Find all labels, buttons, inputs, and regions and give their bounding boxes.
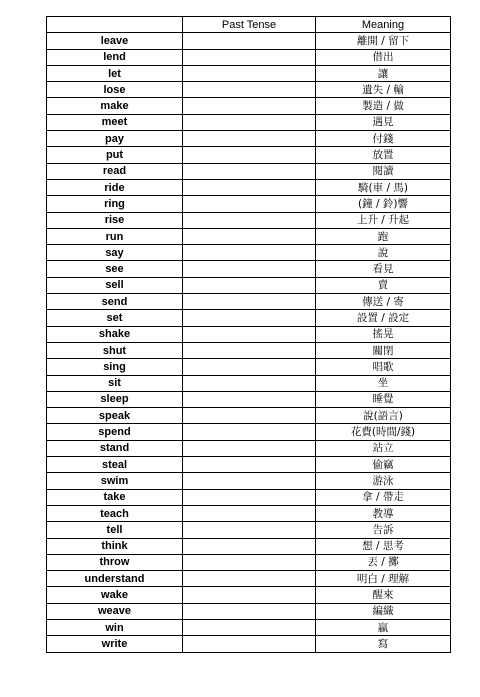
- past-tense-cell[interactable]: [183, 554, 316, 570]
- verb-cell: set: [47, 310, 183, 326]
- table-row: [47, 342, 451, 358]
- meaning-cell: 編織: [316, 603, 451, 619]
- meaning-cell: 騎(車 / 馬): [316, 179, 451, 195]
- worksheet: [46, 16, 451, 653]
- verb-cell: wake: [47, 587, 183, 603]
- past-tense-cell[interactable]: [183, 457, 316, 473]
- meaning-cell: 離開 / 留下: [316, 33, 451, 49]
- table-row: [47, 473, 451, 489]
- past-tense-cell[interactable]: [183, 196, 316, 212]
- verb-cell: take: [47, 489, 183, 505]
- past-tense-cell[interactable]: [183, 505, 316, 521]
- past-tense-cell[interactable]: [183, 245, 316, 261]
- past-tense-cell[interactable]: [183, 636, 316, 652]
- past-tense-cell[interactable]: [183, 408, 316, 424]
- meaning-cell: 傳送 / 寄: [316, 294, 451, 310]
- past-tense-cell[interactable]: [183, 163, 316, 179]
- meaning-cell: 遺失 / 輸: [316, 82, 451, 98]
- header-past-tense: Past Tense: [183, 17, 316, 33]
- table-row: [47, 131, 451, 147]
- verb-cell: weave: [47, 603, 183, 619]
- past-tense-cell[interactable]: [183, 619, 316, 635]
- verb-cell: swim: [47, 473, 183, 489]
- table-row: [47, 326, 451, 342]
- past-tense-cell[interactable]: [183, 603, 316, 619]
- header-meaning: Meaning: [316, 17, 451, 33]
- meaning-cell: 看見: [316, 261, 451, 277]
- verb-cell: leave: [47, 33, 183, 49]
- verb-cell: steal: [47, 457, 183, 473]
- header-verb: [47, 17, 183, 33]
- verb-cell: let: [47, 65, 183, 81]
- past-tense-cell[interactable]: [183, 473, 316, 489]
- table-row: [47, 587, 451, 603]
- verb-cell: understand: [47, 571, 183, 587]
- verb-cell: throw: [47, 554, 183, 570]
- meaning-cell: 告訴: [316, 522, 451, 538]
- past-tense-cell[interactable]: [183, 424, 316, 440]
- past-tense-cell[interactable]: [183, 538, 316, 554]
- meaning-cell: 教導: [316, 505, 451, 521]
- meaning-cell: 想 / 思考: [316, 538, 451, 554]
- verb-cell: teach: [47, 505, 183, 521]
- meaning-cell: 花費(時間/錢): [316, 424, 451, 440]
- past-tense-cell[interactable]: [183, 82, 316, 98]
- table-row: [47, 82, 451, 98]
- verb-cell: put: [47, 147, 183, 163]
- verb-cell: ride: [47, 179, 183, 195]
- table-row: [47, 245, 451, 261]
- meaning-cell: 搖晃: [316, 326, 451, 342]
- table-row: [47, 114, 451, 130]
- meaning-cell: 放置: [316, 147, 451, 163]
- meaning-cell: 關閉: [316, 342, 451, 358]
- table-row: [47, 65, 451, 81]
- verb-cell: lose: [47, 82, 183, 98]
- table-row: [47, 196, 451, 212]
- meaning-cell: 睡覺: [316, 391, 451, 407]
- verb-cell: pay: [47, 131, 183, 147]
- verb-cell: stand: [47, 440, 183, 456]
- past-tense-cell[interactable]: [183, 179, 316, 195]
- past-tense-cell[interactable]: [183, 228, 316, 244]
- table-row: [47, 163, 451, 179]
- meaning-cell: 閱讀: [316, 163, 451, 179]
- table-row: [47, 33, 451, 49]
- meaning-cell: 贏: [316, 619, 451, 635]
- table-row: [47, 228, 451, 244]
- table-row: [47, 538, 451, 554]
- meaning-cell: 說: [316, 245, 451, 261]
- past-tense-cell[interactable]: [183, 294, 316, 310]
- table-row: [47, 49, 451, 65]
- table-row: [47, 571, 451, 587]
- verb-cell: see: [47, 261, 183, 277]
- meaning-cell: 遇見: [316, 114, 451, 130]
- verb-cell: spend: [47, 424, 183, 440]
- header-row: [47, 17, 451, 33]
- meaning-cell: 付錢: [316, 131, 451, 147]
- table-row: [47, 554, 451, 570]
- verb-rows: [47, 33, 451, 652]
- table-row: [47, 179, 451, 195]
- verb-cell: rise: [47, 212, 183, 228]
- past-tense-cell[interactable]: [183, 33, 316, 49]
- verb-cell: tell: [47, 522, 183, 538]
- table-row: [47, 636, 451, 652]
- past-tense-cell[interactable]: [183, 359, 316, 375]
- table-row: [47, 505, 451, 521]
- table-row: [47, 359, 451, 375]
- meaning-cell: 賣: [316, 277, 451, 293]
- table-row: [47, 619, 451, 635]
- meaning-cell: 拿 / 帶走: [316, 489, 451, 505]
- table-row: [47, 277, 451, 293]
- past-tense-cell[interactable]: [183, 114, 316, 130]
- verb-cell: send: [47, 294, 183, 310]
- verb-cell: sit: [47, 375, 183, 391]
- past-tense-cell[interactable]: [183, 391, 316, 407]
- meaning-cell: 製造 / 做: [316, 98, 451, 114]
- past-tense-cell[interactable]: [183, 49, 316, 65]
- past-tense-cell[interactable]: [183, 131, 316, 147]
- past-tense-cell[interactable]: [183, 587, 316, 603]
- table-row: [47, 522, 451, 538]
- meaning-cell: 唱歌: [316, 359, 451, 375]
- past-tense-cell[interactable]: [183, 440, 316, 456]
- past-tense-cell[interactable]: [183, 98, 316, 114]
- table-row: [47, 375, 451, 391]
- verb-cell: shake: [47, 326, 183, 342]
- meaning-cell: 跑: [316, 228, 451, 244]
- verb-cell: ring: [47, 196, 183, 212]
- meaning-cell: 醒來: [316, 587, 451, 603]
- verb-cell: run: [47, 228, 183, 244]
- table-row: [47, 408, 451, 424]
- verb-cell: win: [47, 619, 183, 635]
- verb-table: [46, 16, 451, 653]
- verb-cell: make: [47, 98, 183, 114]
- meaning-cell: 明白 / 理解: [316, 571, 451, 587]
- table-row: [47, 489, 451, 505]
- meaning-cell: 寫: [316, 636, 451, 652]
- table-row: [47, 391, 451, 407]
- meaning-cell: 說(語言): [316, 408, 451, 424]
- past-tense-cell[interactable]: [183, 147, 316, 163]
- past-tense-cell[interactable]: [183, 310, 316, 326]
- past-tense-cell[interactable]: [183, 522, 316, 538]
- meaning-cell: 設置 / 設定: [316, 310, 451, 326]
- table-row: [47, 603, 451, 619]
- verb-cell: think: [47, 538, 183, 554]
- past-tense-cell[interactable]: [183, 277, 316, 293]
- verb-cell: shut: [47, 342, 183, 358]
- table-row: [47, 457, 451, 473]
- past-tense-cell[interactable]: [183, 342, 316, 358]
- past-tense-cell[interactable]: [183, 65, 316, 81]
- meaning-cell: 上升 / 升起: [316, 212, 451, 228]
- verb-cell: sleep: [47, 391, 183, 407]
- verb-cell: say: [47, 245, 183, 261]
- meaning-cell: 借出: [316, 49, 451, 65]
- past-tense-cell[interactable]: [183, 261, 316, 277]
- table-row: [47, 424, 451, 440]
- past-tense-cell[interactable]: [183, 375, 316, 391]
- meaning-cell: 游泳: [316, 473, 451, 489]
- meaning-cell: 讓: [316, 65, 451, 81]
- verb-cell: meet: [47, 114, 183, 130]
- meaning-cell: 偷竊: [316, 457, 451, 473]
- table-row: [47, 310, 451, 326]
- past-tense-cell[interactable]: [183, 212, 316, 228]
- verb-cell: lend: [47, 49, 183, 65]
- table-row: [47, 212, 451, 228]
- past-tense-cell[interactable]: [183, 326, 316, 342]
- verb-cell: sing: [47, 359, 183, 375]
- meaning-cell: 丟 / 擲: [316, 554, 451, 570]
- table-row: [47, 261, 451, 277]
- verb-cell: sell: [47, 277, 183, 293]
- table-row: [47, 98, 451, 114]
- meaning-cell: 站立: [316, 440, 451, 456]
- past-tense-cell[interactable]: [183, 571, 316, 587]
- meaning-cell: 坐: [316, 375, 451, 391]
- past-tense-cell[interactable]: [183, 489, 316, 505]
- meaning-cell: (鐘 / 鈴)響: [316, 196, 451, 212]
- verb-cell: read: [47, 163, 183, 179]
- verb-cell: write: [47, 636, 183, 652]
- table-row: [47, 147, 451, 163]
- table-row: [47, 440, 451, 456]
- verb-cell: speak: [47, 408, 183, 424]
- table-row: [47, 294, 451, 310]
